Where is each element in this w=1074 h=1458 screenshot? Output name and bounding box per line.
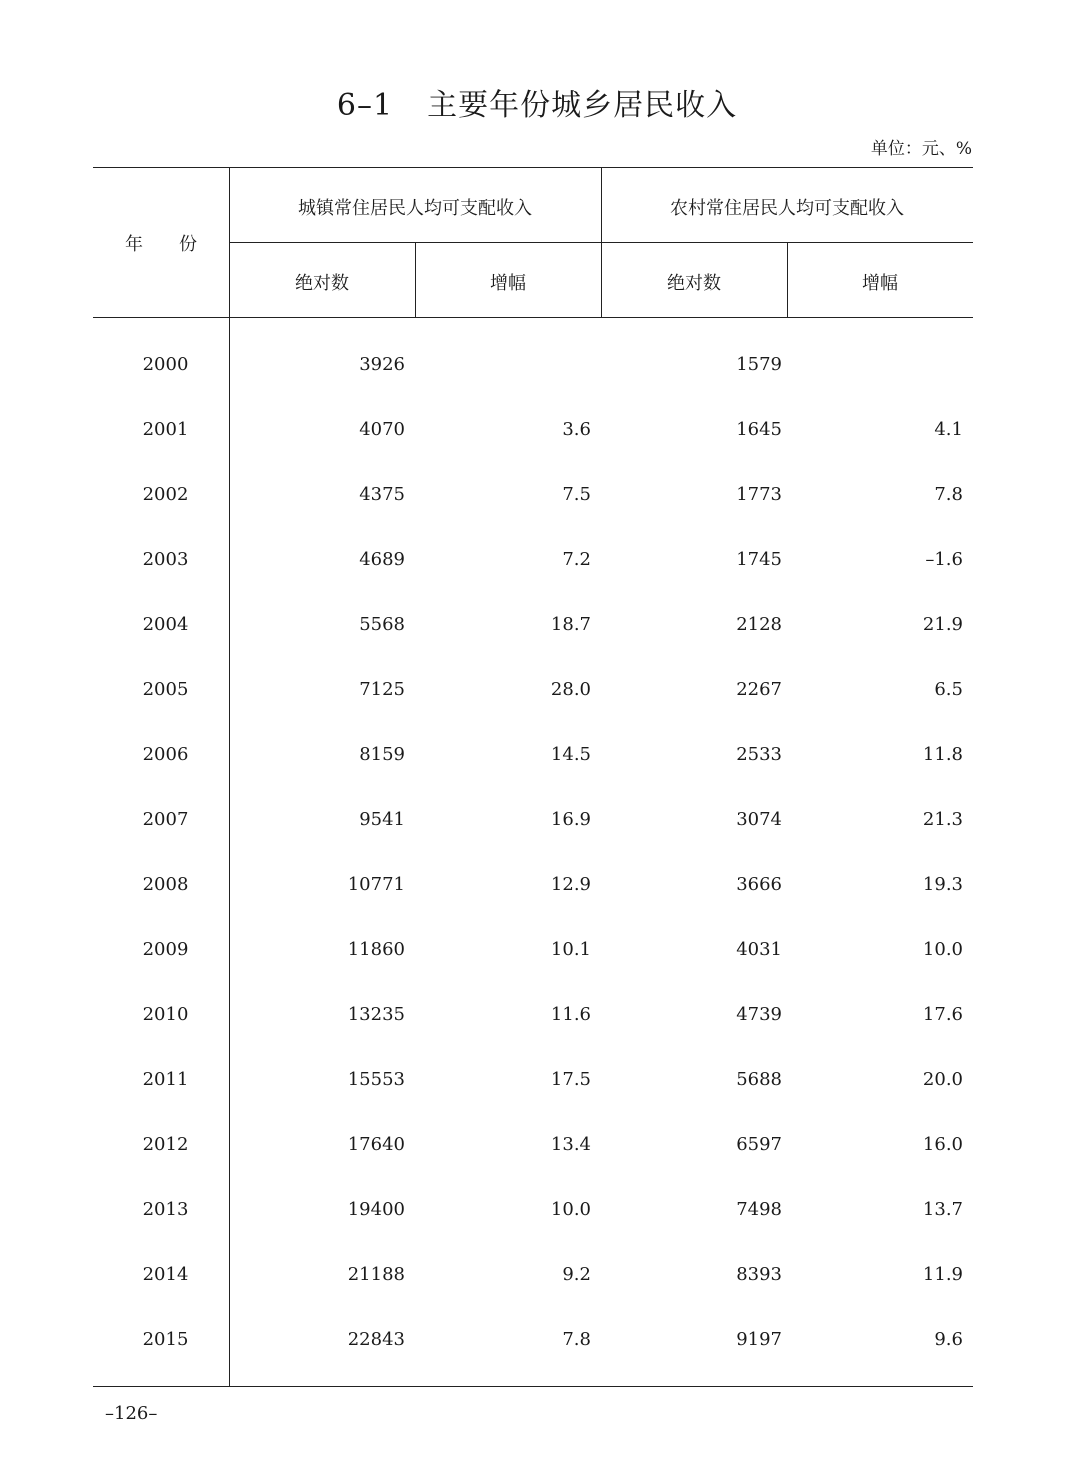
urban-abs-cell: 4689 (359, 549, 405, 570)
rural-growth-cell: 13.7 (922, 1199, 963, 1220)
table-title: 主要年份城乡居民收入 (427, 88, 738, 123)
year-cell: 2011 (142, 1069, 189, 1090)
table-row (93, 1199, 973, 1264)
rural-abs-cell: 4031 (736, 939, 782, 960)
rural-abs-cell: 4739 (736, 1004, 782, 1025)
rural-abs-cell: 3666 (736, 874, 782, 895)
rural-abs-cell: 5688 (736, 1069, 782, 1090)
urban-abs-cell: 3926 (359, 354, 405, 375)
rural-abs-cell: 1773 (736, 484, 782, 505)
rural-growth-cell: 16.0 (922, 1134, 963, 1155)
year-cell: 2001 (142, 419, 189, 440)
year-cell: 2002 (142, 484, 189, 505)
rural-growth-cell: –1.6 (925, 549, 963, 570)
urban-abs-cell: 4070 (359, 419, 405, 440)
urban-growth-cell: 13.4 (550, 1134, 591, 1155)
rural-abs-cell: 9197 (736, 1329, 782, 1350)
rural-growth-cell: 4.1 (934, 419, 963, 440)
urban-abs-cell: 17640 (347, 1134, 405, 1155)
urban-abs-header: 绝对数 (295, 273, 349, 294)
year-cell: 2014 (142, 1264, 189, 1285)
urban-growth-cell: 9.2 (562, 1264, 591, 1285)
urban-group-header: 城镇常住居民人均可支配收入 (298, 198, 532, 219)
urban-abs-cell: 10771 (347, 874, 405, 895)
year-cell: 2013 (142, 1199, 189, 1220)
table-row (93, 679, 973, 744)
rural-growth-cell: 7.8 (934, 484, 963, 505)
table-row (93, 484, 973, 549)
table-row (93, 549, 973, 614)
rural-abs-cell: 1645 (736, 419, 782, 440)
urban-growth-cell: 7.5 (562, 484, 591, 505)
urban-growth-header: 增幅 (490, 273, 526, 294)
urban-growth-cell: 7.8 (562, 1329, 591, 1350)
urban-growth-cell: 18.7 (550, 614, 591, 635)
urban-abs-cell: 15553 (347, 1069, 405, 1090)
year-cell: 2007 (142, 809, 189, 830)
urban-growth-cell: 17.5 (550, 1069, 591, 1090)
urban-abs-cell: 13235 (347, 1004, 405, 1025)
urban-growth-cell: 10.1 (550, 939, 591, 960)
rural-growth-cell: 6.5 (934, 679, 963, 700)
table-top-rule (93, 167, 973, 168)
urban-growth-cell: 16.9 (550, 809, 591, 830)
urban-abs-cell: 7125 (359, 679, 405, 700)
table-row (93, 1329, 973, 1394)
year-cell: 2003 (142, 549, 189, 570)
rural-abs-cell: 7498 (736, 1199, 782, 1220)
urban-growth-cell: 11.6 (550, 1004, 591, 1025)
rural-growth-cell: 17.6 (922, 1004, 963, 1025)
rural-group-header: 农村常住居民人均可支配收入 (670, 198, 904, 219)
page-number: –126– (105, 1403, 158, 1424)
urban-abs-cell: 9541 (359, 809, 405, 830)
table-row (93, 744, 973, 809)
rural-growth-cell: 21.9 (922, 614, 963, 635)
table-row (93, 939, 973, 1004)
urban-growth-cell: 14.5 (550, 744, 591, 765)
rural-abs-cell: 1579 (736, 354, 782, 375)
year-cell: 2012 (142, 1134, 189, 1155)
table-row (93, 1134, 973, 1199)
rural-abs-cell: 2267 (736, 679, 782, 700)
rural-growth-cell: 19.3 (922, 874, 963, 895)
table-row (93, 874, 973, 939)
urban-growth-cell: 10.0 (550, 1199, 591, 1220)
year-cell: 2006 (142, 744, 189, 765)
year-cell: 2009 (142, 939, 189, 960)
year-cell: 2015 (142, 1329, 189, 1350)
rural-abs-cell: 3074 (736, 809, 782, 830)
rural-growth-cell: 9.6 (934, 1329, 963, 1350)
urban-abs-cell: 8159 (359, 744, 405, 765)
rural-growth-header: 增幅 (862, 273, 898, 294)
rural-growth-cell: 10.0 (922, 939, 963, 960)
rural-growth-cell: 20.0 (922, 1069, 963, 1090)
year-cell: 2010 (142, 1004, 189, 1025)
rural-growth-cell: 11.9 (922, 1264, 963, 1285)
table-row (93, 419, 973, 484)
rural-growth-cell: 11.8 (922, 744, 963, 765)
urban-growth-cell: 3.6 (562, 419, 591, 440)
urban-abs-cell: 11860 (347, 939, 405, 960)
urban-growth-cell: 28.0 (550, 679, 591, 700)
table-number: 6–1 (336, 88, 394, 123)
rural-abs-cell: 2128 (736, 614, 782, 635)
year-cell: 2004 (142, 614, 189, 635)
table-row (93, 809, 973, 874)
page-title (0, 80, 1074, 124)
urban-growth-cell: 12.9 (550, 874, 591, 895)
unit-label: 单位：元、% (870, 139, 972, 159)
table-row (93, 354, 973, 419)
year-cell: 2008 (142, 874, 189, 895)
rural-abs-cell: 1745 (736, 549, 782, 570)
rural-abs-cell: 6597 (736, 1134, 782, 1155)
table-row (93, 614, 973, 679)
table-row (93, 1264, 973, 1329)
year-cell: 2000 (142, 354, 189, 375)
rural-growth-cell: 21.3 (922, 809, 963, 830)
rural-abs-header: 绝对数 (667, 273, 721, 294)
header-bottom-rule (93, 317, 973, 318)
urban-abs-cell: 5568 (359, 614, 405, 635)
urban-abs-cell: 22843 (347, 1329, 405, 1350)
table-row (93, 1004, 973, 1069)
urban-abs-cell: 19400 (347, 1199, 405, 1220)
year-cell: 2005 (142, 679, 189, 700)
urban-abs-cell: 21188 (347, 1264, 405, 1285)
urban-growth-cell: 7.2 (562, 549, 591, 570)
table-row (93, 1069, 973, 1134)
year-header: 年 份 (125, 234, 197, 255)
urban-abs-cell: 4375 (359, 484, 405, 505)
rural-abs-cell: 2533 (736, 744, 782, 765)
rural-abs-cell: 8393 (736, 1264, 782, 1285)
